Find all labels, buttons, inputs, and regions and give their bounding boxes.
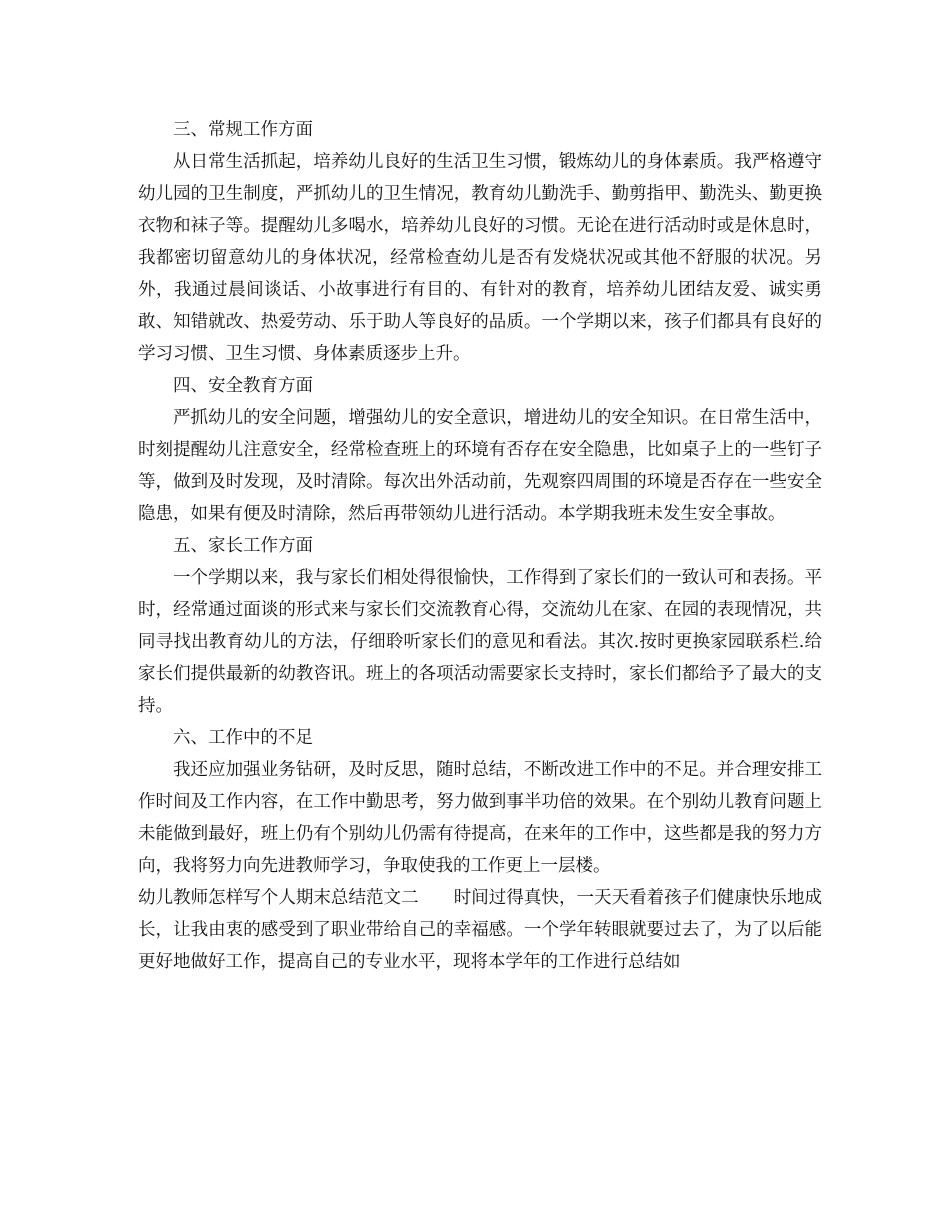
section-heading-routine: 三、常规工作方面 [173,120,313,140]
section-heading-shortcomings: 六、工作中的不足 [173,728,313,748]
section-heading-parents: 五、家长工作方面 [173,536,313,556]
paragraph-second-essay: 幼儿教师怎样写个人期末总结范文二 时间过得真快，一天天看着孩子们健康快乐地成长，让我由衷的感受到了职业带给自己的幸福感。一个学年转眼就要过去了，为了以后能更好地做好工作，提高自己的专业水平，现将本学年的工作进行总结如 [138,888,822,972]
section-heading-safety: 四、安全教育方面 [173,376,313,396]
paragraph-parents: 一个学期以来，我与家长们相处得很愉快，工作得到了家长们的一致认可和表扬。平时，经常通过面谈的形式来与家长们交流教育心得，交流幼儿在家、在园的表现情况，共同寻找出教育幼儿的方法，仔细聆听家长们的意见和看法。其次.按时更换家园联系栏.给家长们提供最新的幼教咨讯。班上的各项活动需要家长支持时，家长们都给予了最大的支持。 [138,568,822,716]
paragraph-safety: 严抓幼儿的安全问题，增强幼儿的安全意识，增进幼儿的安全知识。在日常生活中，时刻提醒幼儿注意安全，经常检查班上的环境有否存在安全隐患，比如桌子上的一些钉子等，做到及时发现，及时清除。每次出外活动前，先观察四周围的环境是否存在一些安全隐患，如果有便及时清除，然后再带领幼儿进行活动。本学期我班未发生安全事故。 [138,408,822,524]
paragraph-shortcomings: 我还应加强业务钻研，及时反思，随时总结，不断改进工作中的不足。并合理安排工作时间及工作内容，在工作中勤思考，努力做到事半功倍的效果。在个别幼儿教育问题上未能做到最好，班上仍有个别幼儿仍需有待提高，在来年的工作中，这些都是我的努力方向，我将努力向先进教师学习，争取使我的工作更上一层楼。 [138,760,822,876]
document-body [138,114,822,978]
paragraph-routine: 从日常生活抓起，培养幼儿良好的生活卫生习惯，锻炼幼儿的身体素质。我严格遵守幼儿园的卫生制度，严抓幼儿的卫生情况，教育幼儿勤洗手、勤剪指甲、勤洗头、勤更换衣物和袜子等。提醒幼儿多喝水，培养幼儿良好的习惯。无论在进行活动时或是休息时，我都密切留意幼儿的身体状况，经常检查幼儿是否有发烧状况或其他不舒服的状况。另外，我通过晨间谈话、小故事进行有目的、有针对的教育，培养幼儿团结友爱、诚实勇敢、知错就改、热爱劳动、乐于助人等良好的品质。一个学期以来，孩子们都具有良好的学习习惯、卫生习惯、身体素质逐步上升。 [138,152,822,364]
